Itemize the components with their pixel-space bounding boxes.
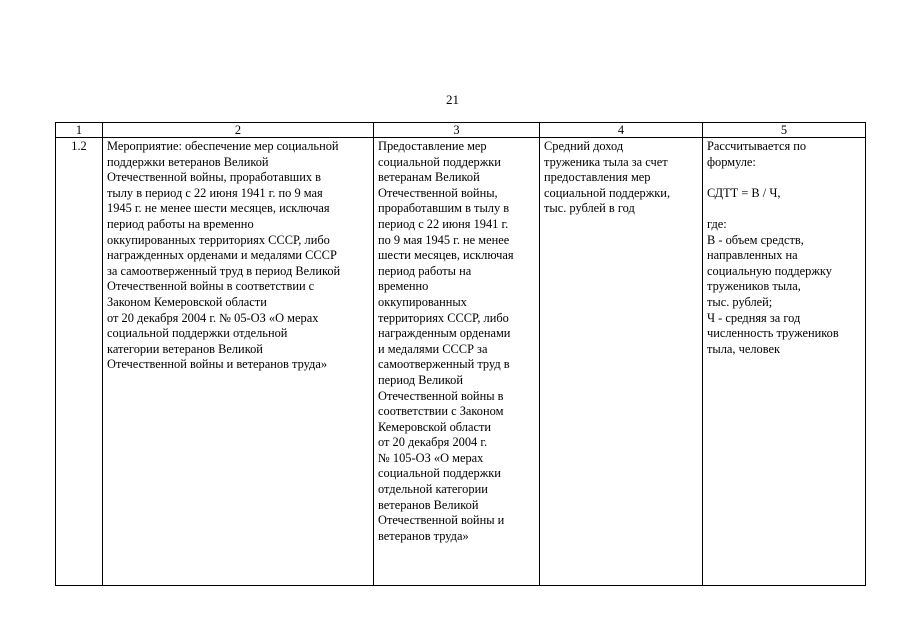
text-line: социальной поддержки, [544,185,671,200]
text-line: ветеранам Великой [378,170,480,185]
text-line: Средний доход [544,139,624,153]
column-number-5: 5 [703,123,866,138]
blank-line [707,201,861,217]
indicator-table [55,122,866,586]
text-line: Кемеровской области [378,419,492,434]
text-line: ветеранов Великой [378,497,479,512]
text-line: социальной поддержки [378,466,501,481]
column-number-2: 2 [103,123,374,138]
text-line: поддержки ветеранов Великой [107,154,269,169]
text-line: категории ветеранов Великой [107,341,263,356]
text-line: численность тружеников [707,326,839,341]
text-line: 1945 г. не менее шести месяцев, исключая [107,201,330,216]
text-line: тыс. рублей в год [544,201,635,216]
text-line: Отечественной войны в соответствии с [107,279,315,294]
text-line: Отечественной войны, [378,185,498,200]
text-line: № 105-ОЗ «О мерах [378,450,484,465]
text-line: период работы на [378,263,472,278]
text-line: самоотверженный труд в [378,357,510,372]
text-line: за самоотверженный труд в период Великой [107,263,341,278]
text-line: период с 22 июня 1941 г. [378,216,509,231]
text-line: Ч - средняя за год [707,310,801,325]
page-number: 21 [446,92,459,107]
text-line: награжденным орденами [378,326,511,341]
text-line: территориях СССР, либо [378,310,509,325]
text-line: Законом Кемеровской области [107,294,267,309]
blank-line [707,170,861,186]
measure-description-cell [103,138,374,586]
indicator-name-cell [540,138,703,586]
text-line: направленных на [707,248,798,263]
calculation-method-cell [703,138,866,586]
text-line: период работы на временно [107,216,254,231]
table-row [56,138,866,586]
text-line: предоставления мер [544,170,651,185]
text-line: ветеранов труда» [378,528,469,543]
text-line: от 20 декабря 2004 г. [378,435,488,450]
text-line: шести месяцев, исключая [378,248,514,263]
text-line: отдельной категории [378,482,488,497]
text-line: труженика тыла за счет [544,154,668,169]
text-line: социальной поддержки [378,154,501,169]
text-line: период Великой [378,372,463,387]
column-number-row [56,123,866,138]
text-line: формуле: [707,154,756,169]
text-line: тылу в период с 22 июня 1941 г. по 9 мая [107,185,323,200]
text-line: где: [707,216,727,231]
text-line: тружеников тыла, [707,279,801,294]
text-line: по 9 мая 1945 г. не менее [378,232,510,247]
text-line: временно [378,279,429,294]
text-line: тыс. рублей; [707,294,773,309]
text-line: оккупированных [378,294,467,309]
column-number-4: 4 [540,123,703,138]
text-line: В - объем средств, [707,232,804,247]
text-line: Отечественной войны и ветеранов труда» [107,357,328,372]
column-number-1: 1 [56,123,103,138]
text-line: награжденных орденами и медалями СССР [107,248,337,263]
text-line: Рассчитывается по [707,139,807,153]
text-line: Отечественной войны и [378,513,505,528]
text-line: от 20 декабря 2004 г. № 05-ОЗ «О мерах [107,310,319,325]
text-line: оккупированных территориях СССР, либо [107,232,330,247]
text-line: проработавшим в тылу в [378,201,510,216]
column-number-3: 3 [374,123,540,138]
text-line: Мероприятие: обеспечение мер социальной [107,139,339,153]
text-line: социальной поддержки отдельной [107,326,288,341]
text-line: Отечественной войны в [378,388,504,403]
row-number-cell: 1.2 [56,138,103,586]
text-line: СДТТ = В / Ч, [707,185,781,200]
text-line: Отечественной войны, проработавших в [107,170,321,185]
text-line: тыла, человек [707,341,781,356]
text-line: Предоставление мер [378,139,487,153]
measure-content-cell [374,138,540,586]
text-line: и медалями СССР за [378,341,488,356]
text-line: соответствии с Законом [378,404,504,419]
text-line: социальную поддержку [707,263,832,278]
